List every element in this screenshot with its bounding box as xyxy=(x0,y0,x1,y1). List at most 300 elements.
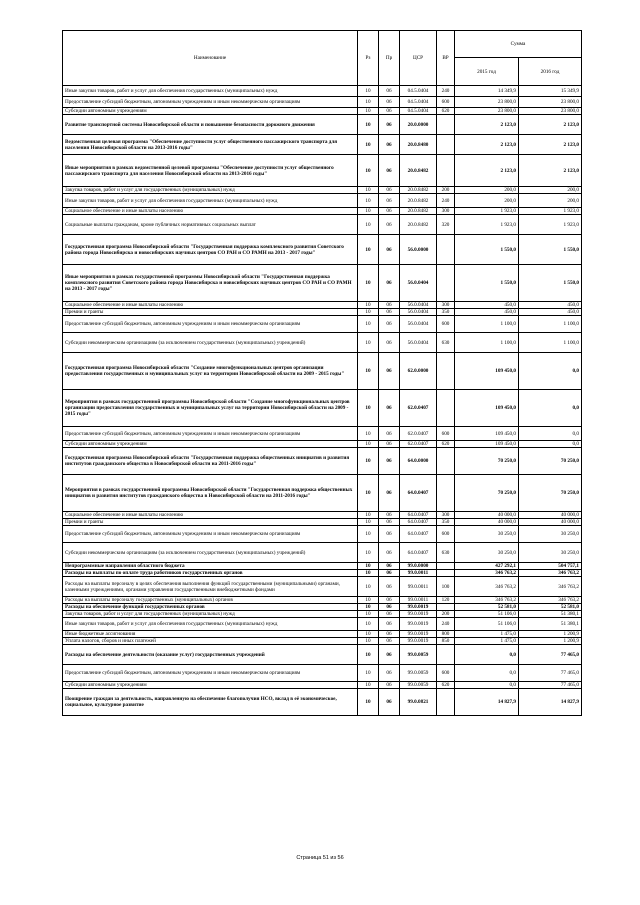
cell-rz: 10 xyxy=(358,309,379,316)
table-row xyxy=(63,208,582,215)
cell-pr: 06 xyxy=(379,448,400,475)
cell-sum-2016: 200,0 xyxy=(519,187,582,194)
cell-rz: 10 xyxy=(358,108,379,115)
cell-vr: 120 xyxy=(437,597,455,604)
table-row xyxy=(63,194,582,208)
cell-name: Социальное обеспечение и иные выплаты населению xyxy=(63,208,358,215)
header-pr: Пр xyxy=(379,31,400,86)
cell-sum-2016: 77 465,0 xyxy=(519,645,582,665)
cell-sum-2016: 200,0 xyxy=(519,194,582,208)
cell-vr: 300 xyxy=(437,512,455,519)
cell-rz: 10 xyxy=(358,475,379,512)
cell-name: Премии и гранты xyxy=(63,309,358,316)
cell-csr: 99.0.0011 xyxy=(400,570,437,577)
cell-rz: 10 xyxy=(358,316,379,333)
table-row xyxy=(63,526,582,543)
cell-pr: 06 xyxy=(379,302,400,309)
header-sum: Сумма xyxy=(455,31,582,58)
cell-sum-2015: 0,0 xyxy=(455,645,519,665)
cell-name: Непрограммные направления областного бюджета xyxy=(63,563,358,570)
cell-rz: 10 xyxy=(358,97,379,108)
cell-name: Субсидии автономным учреждениям xyxy=(63,441,358,448)
cell-rz: 10 xyxy=(358,519,379,526)
table-row xyxy=(63,215,582,235)
cell-pr: 06 xyxy=(379,187,400,194)
cell-vr: 200 xyxy=(437,611,455,618)
cell-csr: 20.0.8482 xyxy=(400,155,437,187)
cell-name: Мероприятия в рамках государственной программы Новосибирской области "Создание многофункциональных центров организации предоставления государственных и муниципальных услуг на территории Новосибирской области на 2009 - 2015 годы" xyxy=(63,390,358,427)
table-row xyxy=(63,618,582,631)
cell-sum-2015: 450,0 xyxy=(455,302,519,309)
cell-vr: 620 xyxy=(437,682,455,689)
cell-sum-2016: 1 100,0 xyxy=(519,333,582,353)
cell-vr: 200 xyxy=(437,187,455,194)
cell-sum-2015: 1 475,0 xyxy=(455,631,519,638)
cell-sum-2015: 14 827,9 xyxy=(455,689,519,716)
cell-sum-2016: 40 000,0 xyxy=(519,512,582,519)
cell-name: Субсидии некоммерческим организациям (за исключением государственных (муниципальных) учреждений) xyxy=(63,543,358,563)
cell-sum-2016: 1 200,9 xyxy=(519,631,582,638)
cell-sum-2015: 51 106,0 xyxy=(455,618,519,631)
cell-pr: 06 xyxy=(379,682,400,689)
cell-csr: 64.0.0407 xyxy=(400,543,437,563)
cell-csr: 20.0.8480 xyxy=(400,135,437,155)
cell-sum-2016: 2 123,0 xyxy=(519,135,582,155)
cell-sum-2015: 346 763,2 xyxy=(455,597,519,604)
cell-sum-2015: 14 349,9 xyxy=(455,86,519,97)
cell-vr: 630 xyxy=(437,333,455,353)
cell-vr xyxy=(437,645,455,665)
table-row xyxy=(63,235,582,265)
cell-csr: 56.0.0404 xyxy=(400,333,437,353)
cell-csr: 62.0.0407 xyxy=(400,441,437,448)
cell-name: Развитие транспортной системы Новосибирской области и повышение безопасности дорожного движения xyxy=(63,115,358,135)
cell-sum-2016: 1 923,0 xyxy=(519,208,582,215)
cell-vr: 100 xyxy=(437,577,455,597)
cell-csr: 20.0.8482 xyxy=(400,215,437,235)
cell-name: Социальное обеспечение и иные выплаты населению xyxy=(63,512,358,519)
cell-rz: 10 xyxy=(358,353,379,390)
cell-pr: 06 xyxy=(379,108,400,115)
cell-pr: 06 xyxy=(379,390,400,427)
cell-pr: 06 xyxy=(379,645,400,665)
cell-pr: 06 xyxy=(379,97,400,108)
cell-name: Закупка товаров, работ и услуг для государственных (муниципальных) нужд xyxy=(63,611,358,618)
table-row xyxy=(63,390,582,427)
cell-sum-2015: 109 450,0 xyxy=(455,390,519,427)
cell-sum-2016: 52 581,0 xyxy=(519,604,582,611)
cell-name: Государственная программа Новосибирской области "Создание многофункциональных центров организации предоставления государственных и муниципальных услуг на территории Новосибирской области на 2009 - 2015 годы" xyxy=(63,353,358,390)
cell-pr: 06 xyxy=(379,441,400,448)
cell-sum-2016: 2 123,0 xyxy=(519,115,582,135)
table-row xyxy=(63,563,582,570)
cell-name: Иные мероприятия в рамках ведомственной целевой программы "Обеспечение доступности услуг общественного пассажирского транспорта для населения Новосибирской области на 2013-2016 годы" xyxy=(63,155,358,187)
table-row xyxy=(63,86,582,97)
cell-sum-2015: 1 100,0 xyxy=(455,316,519,333)
cell-pr: 06 xyxy=(379,519,400,526)
cell-pr: 06 xyxy=(379,316,400,333)
cell-sum-2015: 1 475,0 xyxy=(455,638,519,645)
cell-pr: 06 xyxy=(379,115,400,135)
budget-table-sheet xyxy=(62,30,581,716)
cell-rz: 10 xyxy=(358,115,379,135)
cell-name: Субсидии автономным учреждениям xyxy=(63,682,358,689)
cell-name: Предоставление субсидий бюджетным, автономным учреждениям и иным некоммерческим организациям xyxy=(63,427,358,441)
cell-csr: 64.0.0407 xyxy=(400,519,437,526)
cell-name: Закупка товаров, работ и услуг для государственных (муниципальных) нужд xyxy=(63,187,358,194)
cell-vr: 600 xyxy=(437,526,455,543)
cell-sum-2015: 1 550,0 xyxy=(455,235,519,265)
cell-vr: 240 xyxy=(437,618,455,631)
cell-vr xyxy=(437,604,455,611)
header-name: Наименование xyxy=(63,31,358,86)
budget-table xyxy=(62,30,582,716)
cell-vr xyxy=(437,135,455,155)
table-row xyxy=(63,611,582,618)
cell-pr: 06 xyxy=(379,618,400,631)
cell-csr: 99.0.0019 xyxy=(400,618,437,631)
table-row xyxy=(63,512,582,519)
cell-rz: 10 xyxy=(358,631,379,638)
table-row xyxy=(63,631,582,638)
table-row xyxy=(63,115,582,135)
cell-rz: 10 xyxy=(358,611,379,618)
cell-sum-2016: 15 349,9 xyxy=(519,86,582,97)
header-2016: 2016 год xyxy=(519,58,582,86)
cell-sum-2016: 23 800,0 xyxy=(519,97,582,108)
table-row xyxy=(63,316,582,333)
cell-pr: 06 xyxy=(379,597,400,604)
cell-rz: 10 xyxy=(358,448,379,475)
cell-sum-2015: 109 450,0 xyxy=(455,427,519,441)
cell-rz: 10 xyxy=(358,215,379,235)
header-csr: ЦСР xyxy=(400,31,437,86)
cell-name: Иные закупки товаров, работ и услуг для обеспечения государственных (муниципальных) нужд xyxy=(63,618,358,631)
cell-csr: 20.0.8482 xyxy=(400,208,437,215)
cell-vr xyxy=(437,265,455,302)
table-row xyxy=(63,682,582,689)
cell-vr xyxy=(437,475,455,512)
cell-pr: 06 xyxy=(379,638,400,645)
cell-vr: 600 xyxy=(437,97,455,108)
table-row xyxy=(63,97,582,108)
cell-csr: 99.0.0059 xyxy=(400,645,437,665)
cell-csr: 99.0.0019 xyxy=(400,611,437,618)
cell-rz: 10 xyxy=(358,604,379,611)
cell-sum-2016: 70 250,0 xyxy=(519,475,582,512)
cell-sum-2016: 450,0 xyxy=(519,302,582,309)
cell-name: Предоставление субсидий бюджетным, автономным учреждениям и иным некоммерческим организациям xyxy=(63,665,358,682)
table-row xyxy=(63,577,582,597)
cell-sum-2015: 2 123,0 xyxy=(455,115,519,135)
cell-sum-2015: 70 250,0 xyxy=(455,448,519,475)
cell-rz: 10 xyxy=(358,427,379,441)
cell-sum-2015: 109 450,0 xyxy=(455,441,519,448)
cell-pr: 06 xyxy=(379,427,400,441)
cell-csr: 64.0.0000 xyxy=(400,448,437,475)
cell-rz: 10 xyxy=(358,86,379,97)
cell-csr: 62.0.0407 xyxy=(400,390,437,427)
cell-vr xyxy=(437,570,455,577)
table-row xyxy=(63,665,582,682)
cell-csr: 56.0.0404 xyxy=(400,265,437,302)
cell-name: Государственная программа Новосибирской области "Государственная поддержка комплексного развития Советского района города Новосибирска и новосибирских научных центров СО РАН и СО РАМН на 2013 - 2017 годы" xyxy=(63,235,358,265)
table-row xyxy=(63,448,582,475)
table-row xyxy=(63,441,582,448)
cell-csr: 56.0.0404 xyxy=(400,316,437,333)
cell-sum-2016: 1 550,0 xyxy=(519,235,582,265)
cell-pr: 06 xyxy=(379,155,400,187)
cell-vr: 800 xyxy=(437,631,455,638)
cell-csr: 99.0.0019 xyxy=(400,631,437,638)
cell-csr: 64.0.0407 xyxy=(400,526,437,543)
cell-vr xyxy=(437,235,455,265)
cell-sum-2016: 77 465,0 xyxy=(519,665,582,682)
cell-sum-2015: 40 000,0 xyxy=(455,519,519,526)
cell-pr: 06 xyxy=(379,577,400,597)
cell-name: Расходы на обеспечение деятельности (оказание услуг) государственных учреждений xyxy=(63,645,358,665)
cell-sum-2016: 346 763,2 xyxy=(519,577,582,597)
cell-rz: 10 xyxy=(358,155,379,187)
cell-sum-2015: 450,0 xyxy=(455,309,519,316)
cell-sum-2015: 200,0 xyxy=(455,187,519,194)
cell-sum-2016: 346 763,2 xyxy=(519,597,582,604)
cell-pr: 06 xyxy=(379,689,400,716)
table-row xyxy=(63,265,582,302)
cell-rz: 10 xyxy=(358,235,379,265)
cell-sum-2016: 23 800,0 xyxy=(519,108,582,115)
cell-name: Субсидии автономным учреждениям xyxy=(63,108,358,115)
cell-name: Государственная программа Новосибирской области "Государственная поддержка общественных инициатив и развития институтов гражданского общества в Новосибирской области на 2011-2016 годы" xyxy=(63,448,358,475)
cell-vr: 620 xyxy=(437,441,455,448)
cell-sum-2015: 70 250,0 xyxy=(455,475,519,512)
cell-name: Предоставление субсидий бюджетным, автономным учреждениям и иным некоммерческим организациям xyxy=(63,526,358,543)
cell-sum-2015: 1 100,0 xyxy=(455,333,519,353)
table-row xyxy=(63,638,582,645)
cell-rz: 10 xyxy=(358,618,379,631)
table-body xyxy=(63,86,582,716)
cell-sum-2016: 77 465,0 xyxy=(519,682,582,689)
cell-vr: 300 xyxy=(437,208,455,215)
cell-sum-2015: 1 923,0 xyxy=(455,208,519,215)
table-row xyxy=(63,543,582,563)
cell-name: Иные мероприятия в рамках государственной программы Новосибирской области "Государственная поддержка комплексного развития Советского района города Новосибирска и новосибирских научных центров СО РАН и СО РАМН на 2013 - 2017 годы" xyxy=(63,265,358,302)
cell-sum-2015: 30 250,0 xyxy=(455,543,519,563)
cell-name: Премии и гранты xyxy=(63,519,358,526)
cell-pr: 06 xyxy=(379,604,400,611)
cell-csr: 99.0.0011 xyxy=(400,597,437,604)
table-row xyxy=(63,604,582,611)
cell-csr: 56.0.0404 xyxy=(400,309,437,316)
cell-sum-2016: 0,0 xyxy=(519,427,582,441)
cell-name: Социальное обеспечение и иные выплаты населению xyxy=(63,302,358,309)
cell-csr: 56.0.0404 xyxy=(400,302,437,309)
cell-name: Субсидии некоммерческим организациям (за исключением государственных (муниципальных) учреждений) xyxy=(63,333,358,353)
cell-name: Уплата налогов, сборов и иных платежей xyxy=(63,638,358,645)
cell-vr xyxy=(437,353,455,390)
cell-vr: 320 xyxy=(437,215,455,235)
table-row xyxy=(63,302,582,309)
cell-name: Ведомственная целевая программа "Обеспечение доступности услуг общественного пассажирского транспорта для населения Новосибирской области на 2013-2016 годы" xyxy=(63,135,358,155)
cell-rz: 10 xyxy=(358,570,379,577)
cell-csr: 04.5.0404 xyxy=(400,86,437,97)
cell-vr xyxy=(437,563,455,570)
cell-rz: 10 xyxy=(358,645,379,665)
cell-rz: 10 xyxy=(358,526,379,543)
cell-name: Социальные выплаты гражданам, кроме публичных нормативных социальных выплат xyxy=(63,215,358,235)
cell-name: Иные закупки товаров, работ и услуг для обеспечения государственных (муниципальных) нужд xyxy=(63,86,358,97)
cell-name: Расходы на выплаты персоналу в целях обеспечения выполнения функций государственными (муниципальными) органами, казенными учреждениями, органами управления государственными внебюджетными фондами xyxy=(63,577,358,597)
cell-csr: 62.0.0407 xyxy=(400,427,437,441)
cell-vr: 350 xyxy=(437,309,455,316)
cell-sum-2016: 450,0 xyxy=(519,309,582,316)
table-row xyxy=(63,519,582,526)
cell-sum-2015: 200,0 xyxy=(455,194,519,208)
table-row xyxy=(63,645,582,665)
cell-rz: 10 xyxy=(358,208,379,215)
cell-sum-2015: 346 763,2 xyxy=(455,570,519,577)
cell-pr: 06 xyxy=(379,512,400,519)
cell-pr: 06 xyxy=(379,665,400,682)
cell-csr: 04.5.0404 xyxy=(400,108,437,115)
cell-rz: 10 xyxy=(358,265,379,302)
cell-vr: 850 xyxy=(437,638,455,645)
table-row xyxy=(63,135,582,155)
cell-sum-2015: 109 450,0 xyxy=(455,353,519,390)
cell-sum-2016: 14 827,9 xyxy=(519,689,582,716)
cell-pr: 06 xyxy=(379,208,400,215)
cell-sum-2016: 51 380,1 xyxy=(519,618,582,631)
cell-vr xyxy=(437,448,455,475)
cell-vr xyxy=(437,115,455,135)
cell-name: Расходы на выплаты персоналу государственных (муниципальных) органов xyxy=(63,597,358,604)
cell-sum-2015: 23 800,0 xyxy=(455,97,519,108)
header-rz: Рз xyxy=(358,31,379,86)
cell-rz: 10 xyxy=(358,194,379,208)
header-vr: ВР xyxy=(437,31,455,86)
cell-sum-2016: 70 250,0 xyxy=(519,448,582,475)
cell-rz: 10 xyxy=(358,512,379,519)
cell-vr: 240 xyxy=(437,86,455,97)
cell-sum-2015: 51 106,0 xyxy=(455,611,519,618)
cell-rz: 10 xyxy=(358,689,379,716)
cell-pr: 06 xyxy=(379,194,400,208)
cell-sum-2015: 427 292,1 xyxy=(455,563,519,570)
cell-csr: 20.0.0000 xyxy=(400,115,437,135)
cell-rz: 10 xyxy=(358,577,379,597)
cell-sum-2016: 0,0 xyxy=(519,353,582,390)
cell-csr: 64.0.0407 xyxy=(400,512,437,519)
table-row xyxy=(63,309,582,316)
cell-pr: 06 xyxy=(379,86,400,97)
cell-sum-2016: 30 250,0 xyxy=(519,543,582,563)
cell-csr: 99.0.0821 xyxy=(400,689,437,716)
cell-csr: 99.0.0059 xyxy=(400,682,437,689)
cell-sum-2016: 1 200,9 xyxy=(519,638,582,645)
cell-rz: 10 xyxy=(358,390,379,427)
cell-sum-2015: 23 800,0 xyxy=(455,108,519,115)
table-row xyxy=(63,689,582,716)
cell-sum-2016: 2 123,0 xyxy=(519,155,582,187)
cell-pr: 06 xyxy=(379,631,400,638)
cell-sum-2016: 1 100,0 xyxy=(519,316,582,333)
cell-sum-2016: 1 923,0 xyxy=(519,215,582,235)
cell-name: Расходы на обеспечение функций государственных органов xyxy=(63,604,358,611)
table-row xyxy=(63,570,582,577)
cell-pr: 06 xyxy=(379,570,400,577)
cell-pr: 06 xyxy=(379,526,400,543)
cell-pr: 06 xyxy=(379,611,400,618)
cell-name: Иные закупки товаров, работ и услуг для обеспечения государственных (муниципальных) нужд xyxy=(63,194,358,208)
cell-pr: 06 xyxy=(379,235,400,265)
cell-name: Поощрение граждан за деятельность, направленную на обеспечение благополучия НСО, вклад в её экономическое, социальное, культурное развитие xyxy=(63,689,358,716)
cell-sum-2015: 30 250,0 xyxy=(455,526,519,543)
cell-csr: 99.0.0019 xyxy=(400,638,437,645)
cell-name: Мероприятия в рамках государственной программы Новосибирской области "Государственная поддержка общественных инициатив и развития институтов гражданского общества в Новосибирской области на 2011-2016 годы" xyxy=(63,475,358,512)
cell-csr: 20.0.8482 xyxy=(400,187,437,194)
cell-pr: 06 xyxy=(379,309,400,316)
cell-csr: 56.0.0000 xyxy=(400,235,437,265)
cell-pr: 06 xyxy=(379,135,400,155)
cell-sum-2016: 0,0 xyxy=(519,441,582,448)
cell-sum-2015: 0,0 xyxy=(455,682,519,689)
cell-vr: 620 xyxy=(437,108,455,115)
cell-sum-2016: 30 250,0 xyxy=(519,526,582,543)
cell-pr: 06 xyxy=(379,543,400,563)
table-row xyxy=(63,427,582,441)
cell-rz: 10 xyxy=(358,302,379,309)
cell-vr xyxy=(437,155,455,187)
cell-sum-2015: 346 763,2 xyxy=(455,577,519,597)
cell-sum-2016: 504 757,1 xyxy=(519,563,582,570)
cell-name: Иные бюджетные ассигнования xyxy=(63,631,358,638)
cell-sum-2016: 1 550,0 xyxy=(519,265,582,302)
table-row xyxy=(63,187,582,194)
cell-rz: 10 xyxy=(358,135,379,155)
cell-vr xyxy=(437,390,455,427)
cell-csr: 62.0.0000 xyxy=(400,353,437,390)
cell-csr: 20.0.8482 xyxy=(400,194,437,208)
table-row xyxy=(63,155,582,187)
cell-pr: 06 xyxy=(379,333,400,353)
cell-vr: 300 xyxy=(437,302,455,309)
cell-rz: 10 xyxy=(358,682,379,689)
cell-sum-2015: 2 123,0 xyxy=(455,135,519,155)
cell-rz: 10 xyxy=(358,333,379,353)
cell-pr: 06 xyxy=(379,475,400,512)
cell-vr: 630 xyxy=(437,543,455,563)
cell-csr: 04.5.0404 xyxy=(400,97,437,108)
cell-sum-2016: 346 763,2 xyxy=(519,570,582,577)
cell-rz: 10 xyxy=(358,597,379,604)
cell-vr: 600 xyxy=(437,665,455,682)
cell-sum-2016: 51 380,1 xyxy=(519,611,582,618)
cell-vr: 350 xyxy=(437,519,455,526)
cell-vr xyxy=(437,689,455,716)
table-row xyxy=(63,475,582,512)
cell-csr: 99.0.0019 xyxy=(400,604,437,611)
table-row xyxy=(63,333,582,353)
cell-rz: 10 xyxy=(358,665,379,682)
table-row xyxy=(63,597,582,604)
cell-rz: 10 xyxy=(358,563,379,570)
cell-sum-2015: 1 550,0 xyxy=(455,265,519,302)
table-row xyxy=(63,353,582,390)
cell-sum-2016: 40 000,0 xyxy=(519,519,582,526)
cell-vr: 240 xyxy=(437,194,455,208)
cell-sum-2015: 0,0 xyxy=(455,665,519,682)
cell-sum-2015: 40 000,0 xyxy=(455,512,519,519)
